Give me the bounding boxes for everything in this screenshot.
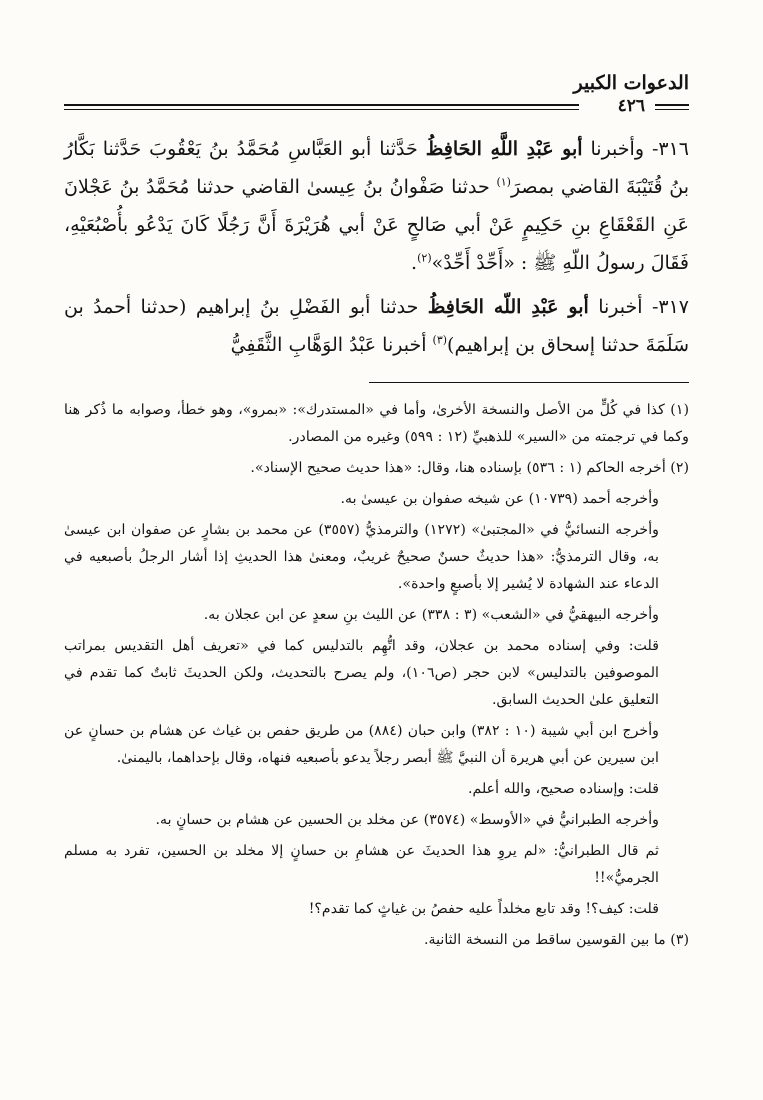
footnote-2: (٢) أخرجه الحاكم (١ : ٥٣٦) بإسناده هنا، وقال: «هذا حديث صحيح الإسناد».: [250, 460, 689, 476]
hadith-316: [64, 130, 689, 282]
page-number: ٤٢٦: [612, 96, 651, 116]
footnote-2-para: وأخرجه الطبرانيُّ في «الأوسط» (٣٥٧٤) عن مخلد بن الحسين عن هشام بن حسانٍ به.: [155, 812, 659, 828]
footnote-ref[interactable]: (٢): [417, 251, 432, 265]
hadith-end: .: [411, 252, 418, 274]
footnote-ref[interactable]: (٣): [432, 333, 448, 347]
footnote-2-para: وأخرجه النسائيُّ في «المجتبىٰ» (١٢٧٢) والترمذيُّ (٣٥٥٧) عن محمد بن بشارٍ عن صفوان ابن عيسىٰ به، وقال الترمذيُّ: «هذا حديثٌ حسنٌ صحيحٌ غريبٌ، ومعنىٰ هذا الحديثِ إذا أشار الرجلُ بأصبعيه في الدعاء عند الشهادة لا يُشير إلا بأصبعٍ واحدة».: [64, 522, 659, 592]
hadith-intro: وأخبرنا: [590, 138, 644, 160]
footnote-3: (٣) ما بين القوسين ساقط من النسخة الثانية.: [423, 932, 689, 948]
main-text: [64, 130, 689, 364]
footnote-2-para: ثم قال الطبرانيُّ: «لم يروِ هذا الحديثَ عن هشامِ بن حسانٍ إلا مخلد بن الحسين، تفرد به مسلم الجرميُّ»!!: [64, 843, 659, 886]
hadith-text: حدثنا صَفْوانُ بنُ عِيسىٰ القاضي حدثنا مُحَمَّدُ بنُ عَجْلانَ عَنِ القَعْقَاعِ بنِ حَكِيمٍ عَنْ أبي صَالحٍ عَنْ أبي هُرَيْرَةَ أَنَّ رَجُلًا كَانَ يَدْعُو بأُصْبُعَيْهِ، فَقَالَ رسولُ اللّهِ ﷺ : «أَحِّدْ أَحِّدْ»: [64, 176, 689, 274]
hadith-number: ٣١٧-: [651, 296, 689, 318]
footnote-2-para: قلت: كيف؟! وقد تابع مخلداً عليه حفصُ بن غياثٍ كما تقدم؟!: [308, 901, 659, 917]
book-page: [64, 70, 689, 958]
header-rule: [64, 98, 689, 118]
footnote-2-para: وأخرجه البيهقيُّ في «الشعب» (٣ : ٣٣٨) عن الليث بنِ سعدٍ عن ابن عجلان به.: [203, 607, 659, 623]
hadith-intro: أخبرنا: [598, 296, 643, 318]
header-rule-right: [655, 104, 689, 110]
footnote-separator: [369, 382, 689, 383]
narrator-name: أبو عَبْدِ اللّه الحَافِظُ: [427, 296, 589, 318]
hadith-text: أخبرنا عَبْدُ الوَهَّابِ الثَّقَفِيُّ: [230, 334, 427, 356]
hadith-text: حَدَّثنا أبو العَبَّاسِ مُحَمَّدُ بنُ يَعْقُوبَ حَدَّثنا بَكَّارُ بنُ قُتَيْبَةَ القاضي بمصرَ: [64, 138, 690, 198]
footnote-1: (١) كذا في كُلٍّ من الأصل والنسخة الأخرىٰ، وأما في «المستدرك»: «بمرو»، وهو خطأ، وصوابه ما ذُكر هنا وكما في ترجمته من «السير» للذهبيِّ (١٢ : ٥٩٩) وغيره من المصادر.: [64, 402, 689, 445]
footnote-2-para: قلت: وإسناده صحيح، والله أعلم.: [468, 781, 659, 797]
hadith-317: [64, 288, 689, 364]
footnote-2-para: وأخرجه أحمد (١٠٧٣٩) عن شيخه صفوان بن عيسىٰ به.: [340, 491, 659, 507]
header-rule-left: [64, 104, 579, 110]
narrator-name: أبو عَبْدِ اللَّهِ الحَافِظُ: [425, 138, 583, 160]
footnotes: [64, 397, 689, 954]
footnote-ref[interactable]: (١): [496, 175, 511, 189]
hadith-number: ٣١٦-: [651, 138, 690, 160]
hadith-text: حدثنا أبو الفَضْلِ بنُ إبراهيم (حدثنا أحمدُ بن سَلَمَةَ حدثنا إسحاق بن إبراهيم): [64, 296, 689, 356]
footnote-2-para: وأخرج ابن أبي شيبة (١٠ : ٣٨٢) وابن حبان (٨٨٤) من طريق حفص بن غياث عن هشام بن حسانٍ عن ابن سيرين عن أبي هريرة أن النبيَّ ﷺ أبصر رجلاً يدعو بأصبعيه فنهاه، وقال بإحداهما، باليمنىٰ.: [64, 723, 659, 766]
footnote-2-para: قلت: وفي إسناده محمد بن عجلان، وقد اتُّهِم بالتدليس كما في «تعريف أهل التقديس بمراتب الموصوفين بالتدليس» لابن حجر (ص١٠٦)، ولم يصرح بالتحديث، ولكن الحديثَ ثابتٌ كما تقدم في التعليق علىٰ الحديث السابق.: [64, 638, 659, 708]
running-title: الدعوات الكبير: [573, 72, 689, 94]
